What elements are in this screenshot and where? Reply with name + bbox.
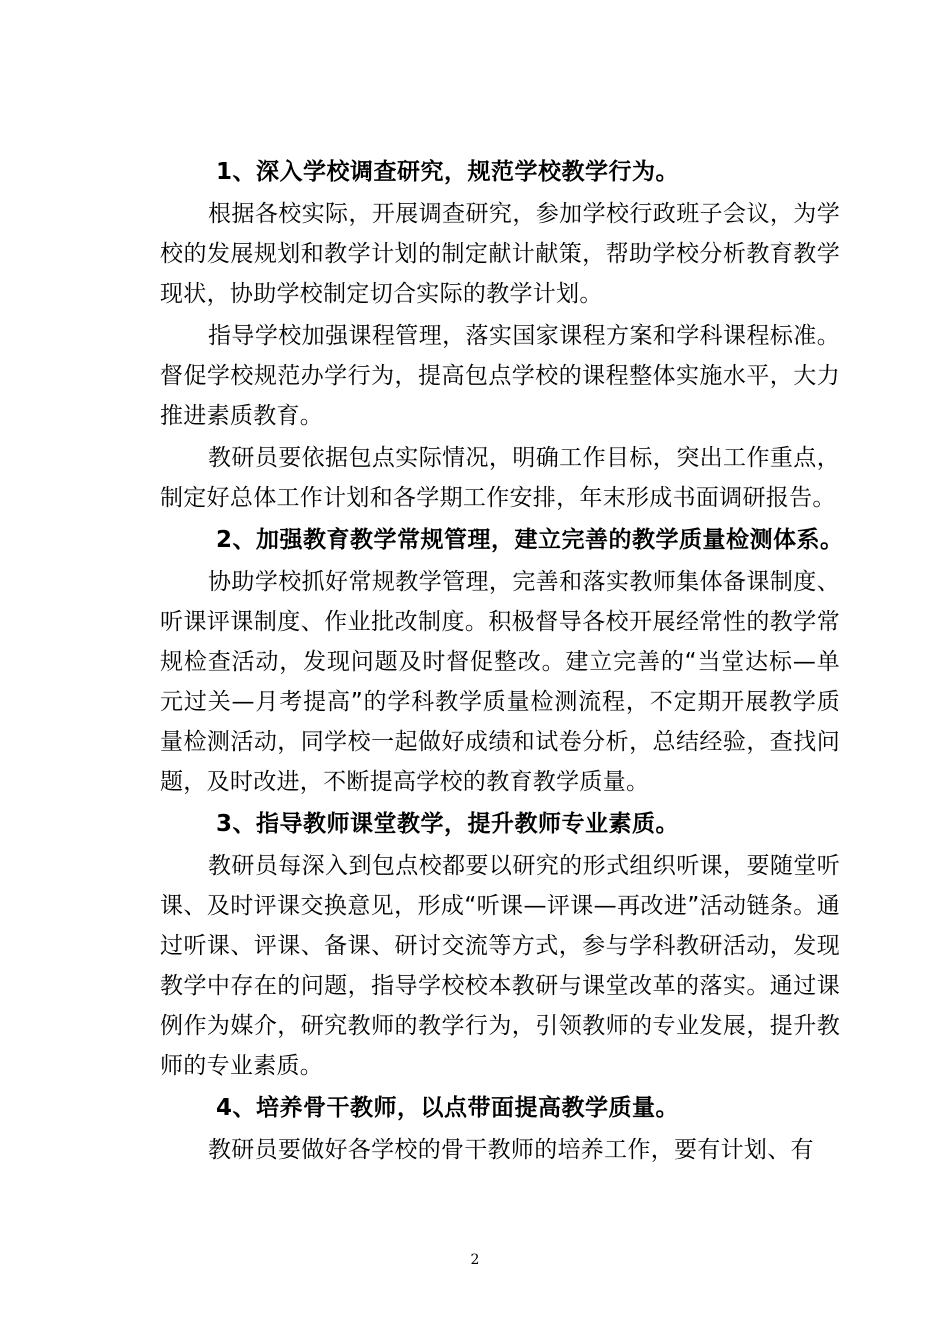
section-3-paragraph-1: 教研员每深入到包点校都要以研究的形式组织听课，要随堂听课、及时评课交换意见，形成“听课—评课—再改进”活动链条。通过听课、评课、备课、研讨交流等方式，参与学科教研活动，发现教学中存在的问题，指导学校校本教研与课堂改革的落实。通过课例作为媒介，研究教师的教学行为，引领教师的专业发展，提升教师的专业素质。 <box>160 853 840 1079</box>
section-2-paragraph-1: 协助学校抓好常规教学管理，完善和落实教师集体备课制度、听课评课制度、作业批改制度。积极督导各校开展经常性的教学常规检查活动，发现问题及时督促整改。建立完善的“当堂达标—单元过关—月考提高”的学科教学质量检测流程，不定期开展教学质量检测活动，同学校一起做好成绩和试卷分析，总结经验，查找问题，及时改进，不断提高学校的教育教学质量。 <box>160 569 840 795</box>
section-heading-1: 1、深入学校调查研究，规范学校教学行为。 <box>216 159 680 185</box>
section-1-paragraph-2: 指导学校加强课程管理，落实国家课程方案和学科课程标准。督促学校规范办学行为，提高包点学校的课程整体实施水平，大力推进素质教育。 <box>160 323 840 429</box>
section-heading-2: 2、加强教育教学常规管理，建立完善的教学质量检测体系。 <box>216 527 844 553</box>
section-1-paragraph-3: 教研员要依据包点实际情况，明确工作目标，突出工作重点，制定好总体工作计划和各学期工作安排，年末形成书面调研报告。 <box>160 445 840 511</box>
section-heading-4: 4、培养骨干教师，以点带面提高教学质量。 <box>216 1095 680 1121</box>
section-1-paragraph-1: 根据各校实际，开展调查研究，参加学校行政班子会议，为学校的发展规划和教学计划的制定献计献策，帮助学校分析教育教学现状，协助学校制定切合实际的教学计划。 <box>160 201 840 307</box>
page-number: 2 <box>470 1252 480 1268</box>
document-body <box>160 152 844 1172</box>
section-4-paragraph-1: 教研员要做好各学校的骨干教师的培养工作，要有计划、有 <box>208 1137 814 1163</box>
section-heading-3: 3、指导教师课堂教学，提升教师专业素质。 <box>216 811 680 837</box>
